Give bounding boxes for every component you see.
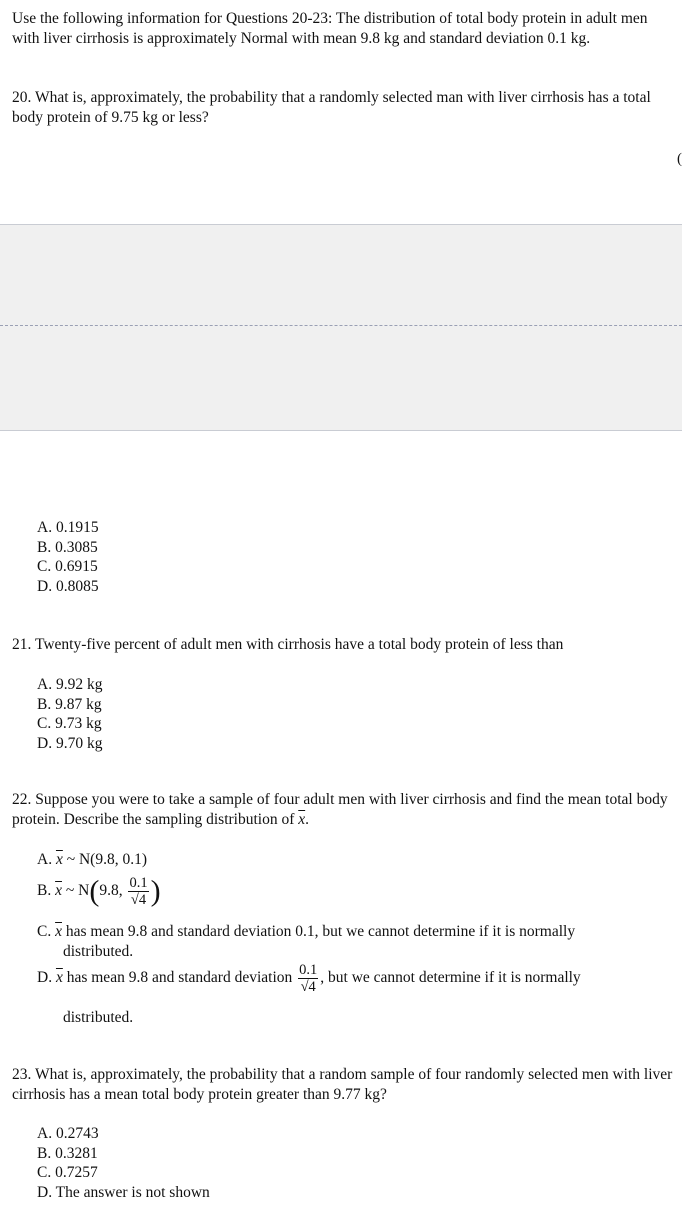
option-b[interactable]: B. 0.3085 [37, 538, 98, 556]
option-continuation: distributed. [63, 942, 134, 960]
option-c[interactable]: C. 9.73 kg [37, 715, 102, 732]
option-d[interactable]: D. 0.8085 [37, 577, 99, 595]
question-22-option-a[interactable] [37, 850, 147, 870]
xbar-symbol: $\overline{x}$ [55, 882, 62, 900]
edge-mark: ( [677, 151, 682, 167]
xbar-symbol: $\overline{x}$ [55, 923, 62, 940]
intro-text: Use the following information for Questions 20-23: The distribution of total body protein in adult men with liver cirrhosis is approximately Normal with mean 9.8 kg and standard deviation 0.1 kg. [12, 10, 648, 47]
option-label: D. [37, 969, 53, 987]
option-label: A. [37, 851, 53, 868]
answer-area [0, 224, 682, 431]
option-label: B. [37, 882, 52, 900]
option-d-continuation: distributed. [63, 1009, 134, 1026]
question-22-option-b[interactable] [37, 875, 161, 908]
option-c[interactable]: C. 0.6915 [37, 558, 98, 575]
open-paren: ( [89, 874, 100, 908]
question-22-stem: 22. Suppose you were to take a sample of four adult men with liver cirrhosis and find the mean total body protein. Describe the sampling distribution of [12, 791, 668, 828]
question-23-options [37, 1124, 210, 1202]
close-paren: ) [150, 874, 161, 908]
fraction: $\frac{0.1}{√4}$ [129, 875, 148, 908]
mean-value: 9.8, [99, 882, 123, 900]
option-a[interactable]: A. 0.1915 [37, 519, 99, 536]
normal-symbol: ~ N [65, 882, 90, 900]
option-b[interactable]: B. 9.87 kg [37, 695, 102, 713]
option-a[interactable]: A. 9.92 kg [37, 676, 103, 693]
fraction: $\frac{0.1}{√4}$ [299, 962, 318, 995]
option-expression: ~ N(9.8, 0.1) [66, 851, 147, 868]
xbar-symbol: $\overline{x}$ [55, 851, 63, 868]
dashed-divider [0, 325, 682, 326]
xbar-symbol: $\overline{x}$ [55, 969, 63, 987]
option-d[interactable]: D. 9.70 kg [37, 734, 103, 752]
option-d[interactable]: D. The answer is not shown [37, 1183, 210, 1201]
option-text: has mean 9.8 and standard deviation 0.1, but we cannot determine if it is normally [65, 923, 576, 940]
question-22-option-d[interactable] [37, 962, 677, 995]
question-21-options [37, 675, 102, 753]
question-22-text [12, 790, 680, 829]
option-text: has mean 9.8 and standard deviation [66, 969, 293, 987]
option-c[interactable]: C. 0.7257 [37, 1164, 98, 1181]
question-20-options [37, 518, 99, 596]
question-23-text: 23. What is, approximately, the probability that a random sample of four randomly selected men with liver cirrhosis has a mean total body protein greater than 9.77 kg? [12, 1066, 673, 1103]
question-20-text: 20. What is, approximately, the probability that a randomly selected man with liver cirrhosis has a total body protein of 9.75 kg or less? [12, 89, 651, 126]
question-22-option-c[interactable] [37, 922, 667, 961]
option-b[interactable]: B. 0.3281 [37, 1144, 98, 1162]
option-a[interactable]: A. 0.2743 [37, 1125, 99, 1142]
question-21-text: 21. Twenty-five percent of adult men with cirrhosis have a total body protein of less than [12, 636, 564, 653]
xbar-symbol: $\overline{x}$ [298, 810, 306, 828]
option-label: C. [37, 923, 52, 940]
option-text-after: , but we cannot determine if it is normally [320, 969, 581, 987]
period: . [305, 810, 310, 828]
